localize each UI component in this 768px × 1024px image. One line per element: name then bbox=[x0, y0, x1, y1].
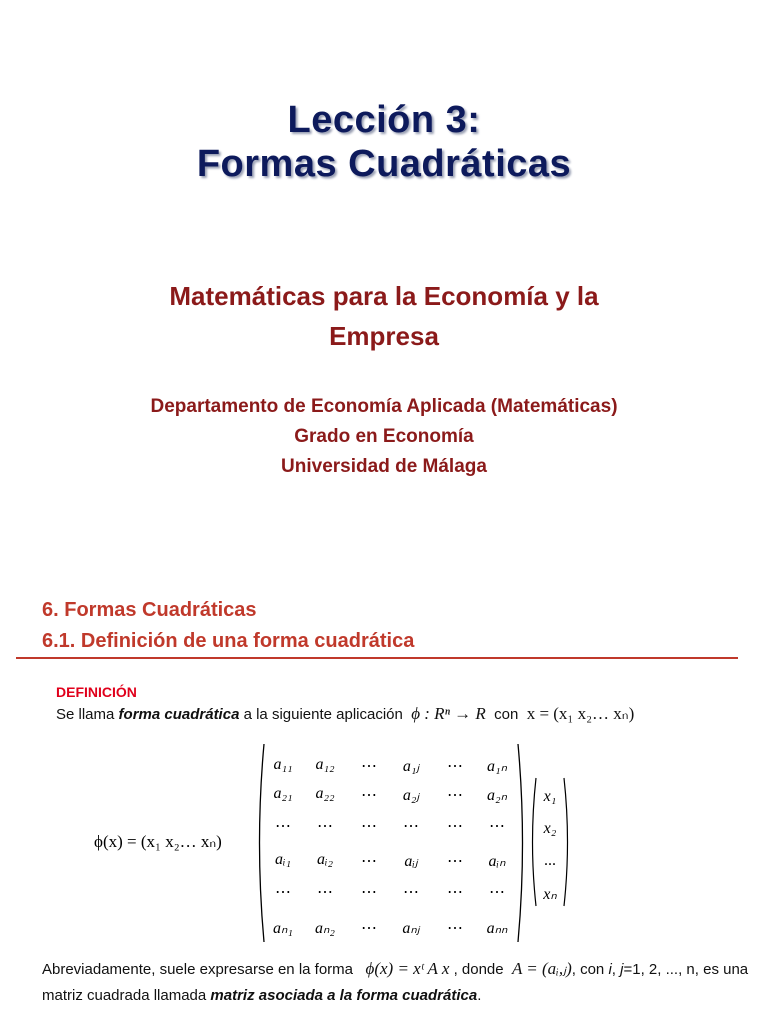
lecture-title bbox=[0, 98, 768, 186]
definition-text-before: Se llama bbox=[56, 706, 119, 723]
lecture-title-line1: Lección 3: bbox=[287, 99, 481, 141]
matrix-row bbox=[262, 918, 522, 938]
matrix-cell: aᵢ₁ bbox=[274, 851, 292, 868]
matrix-cell: ⋯ bbox=[489, 818, 505, 835]
abbrev-text3: , con bbox=[571, 961, 609, 978]
abbrev-index-i: i bbox=[608, 961, 612, 978]
matrix-cell: ⋯ bbox=[403, 884, 419, 901]
matrix-cell: ⋯ bbox=[489, 884, 505, 901]
matrix-cell: a₂₁ bbox=[273, 785, 293, 802]
lecture-title-line2: Formas Cuadráticas bbox=[196, 143, 572, 185]
matrix-cell: ⋯ bbox=[403, 818, 419, 835]
abbrev-text2: , donde bbox=[453, 961, 504, 978]
matrix-cell: a₂₂ bbox=[315, 785, 335, 802]
matrix-cell: ⋯ bbox=[447, 758, 463, 775]
matrix-cell: a₂ⱼ bbox=[402, 787, 420, 804]
subject-title-line1: Matemáticas para la Economía y la bbox=[169, 281, 599, 311]
matrix-cell: ⋯ bbox=[447, 920, 463, 937]
matrix-cell: aₙₙ bbox=[486, 920, 508, 937]
matrix-cell: ⋯ bbox=[361, 884, 377, 901]
matrix-cell: a₁ⱼ bbox=[402, 758, 420, 775]
matrix-cell: ⋯ bbox=[361, 787, 377, 804]
matrix-definition: A = (aᵢ,ⱼ) bbox=[511, 959, 572, 978]
abbrev-text4: =1, 2, ..., n, es una matriz cuadrada llamada bbox=[42, 961, 749, 1004]
matrix-row bbox=[262, 756, 522, 776]
matrix-cell: a₁₁ bbox=[273, 756, 293, 773]
matrix-cell: ⋯ bbox=[361, 758, 377, 775]
institution-block bbox=[0, 392, 768, 482]
section-subheading: 6.1. Definición de una forma cuadrática bbox=[42, 630, 415, 652]
matrix-row bbox=[262, 851, 522, 871]
matrix-cell: ⋯ bbox=[361, 818, 377, 835]
compact-formula: ϕ(x) = xᵗ A x bbox=[365, 959, 450, 978]
abbrev-period: . bbox=[477, 987, 482, 1004]
section-heading: 6. Formas Cuadráticas bbox=[42, 599, 257, 621]
vector-cell: x₂ bbox=[543, 820, 557, 837]
subject-title bbox=[60, 276, 708, 356]
matrix-row bbox=[262, 785, 522, 805]
vector-cell: x₁ bbox=[543, 788, 557, 805]
matrix-cell: ⋯ bbox=[447, 884, 463, 901]
matrix-cell: ⋯ bbox=[361, 853, 377, 870]
associated-matrix-term: matriz asociada a la forma cuadrática bbox=[210, 987, 478, 1004]
matrix-cell: aₙⱼ bbox=[402, 920, 420, 937]
definition-text-after: a la siguiente aplicación bbox=[239, 706, 403, 723]
matrix-cell: a₁ₙ bbox=[487, 758, 507, 775]
abbreviation-paragraph bbox=[42, 956, 752, 1009]
vector-cell: xₙ bbox=[543, 886, 557, 903]
definition-label: DEFINICIÓN bbox=[56, 684, 137, 700]
matrix-cell: aᵢₙ bbox=[488, 853, 506, 870]
map-expression: ϕ : Rⁿ → R bbox=[411, 704, 486, 723]
section-divider bbox=[16, 657, 738, 659]
matrix-cell: ⋯ bbox=[317, 818, 333, 835]
matrix-row bbox=[262, 816, 522, 836]
definition-text bbox=[56, 704, 634, 724]
university-name: Universidad de Málaga bbox=[281, 456, 487, 477]
matrix-cell: ⋯ bbox=[275, 884, 291, 901]
matrix-cell: a₂ₙ bbox=[487, 787, 507, 804]
x-vector-expression: x = (x₁ x₂… xₙ) bbox=[526, 704, 635, 723]
matrix-cell: ⋯ bbox=[361, 920, 377, 937]
abbrev-index-j: j bbox=[620, 961, 624, 978]
matrix-cell: aₙ₂ bbox=[315, 920, 335, 937]
matrix-cell: aₙ₁ bbox=[273, 920, 293, 937]
matrix-cell: ⋯ bbox=[275, 818, 291, 835]
abbrev-comma: , bbox=[611, 961, 616, 978]
vector-right-paren bbox=[562, 776, 574, 908]
matrix-cell: ⋯ bbox=[317, 884, 333, 901]
definition-term: forma cuadrática bbox=[118, 706, 240, 723]
department-name: Departamento de Economía Aplicada (Matemáticas) bbox=[150, 396, 618, 417]
vector-cell: ... bbox=[544, 852, 556, 869]
section-heading-block bbox=[42, 595, 414, 657]
matrix-cell: ⋯ bbox=[447, 818, 463, 835]
degree-name: Grado en Economía bbox=[294, 426, 474, 447]
equation-lhs: ϕ(x) = (x₁ x₂… xₙ) bbox=[94, 832, 222, 851]
matrix-row bbox=[262, 882, 522, 902]
matrix-cell: aᵢⱼ bbox=[404, 853, 418, 870]
matrix-cell: aᵢ₂ bbox=[316, 851, 334, 868]
subject-title-line2: Empresa bbox=[329, 321, 439, 351]
matrix-cell: ⋯ bbox=[447, 787, 463, 804]
matrix-cell: ⋯ bbox=[447, 853, 463, 870]
abbrev-text1: Abreviadamente, suele expresarse en la forma bbox=[42, 961, 354, 978]
definition-con: con bbox=[494, 706, 519, 723]
matrix-cell: a₁₂ bbox=[315, 756, 335, 773]
